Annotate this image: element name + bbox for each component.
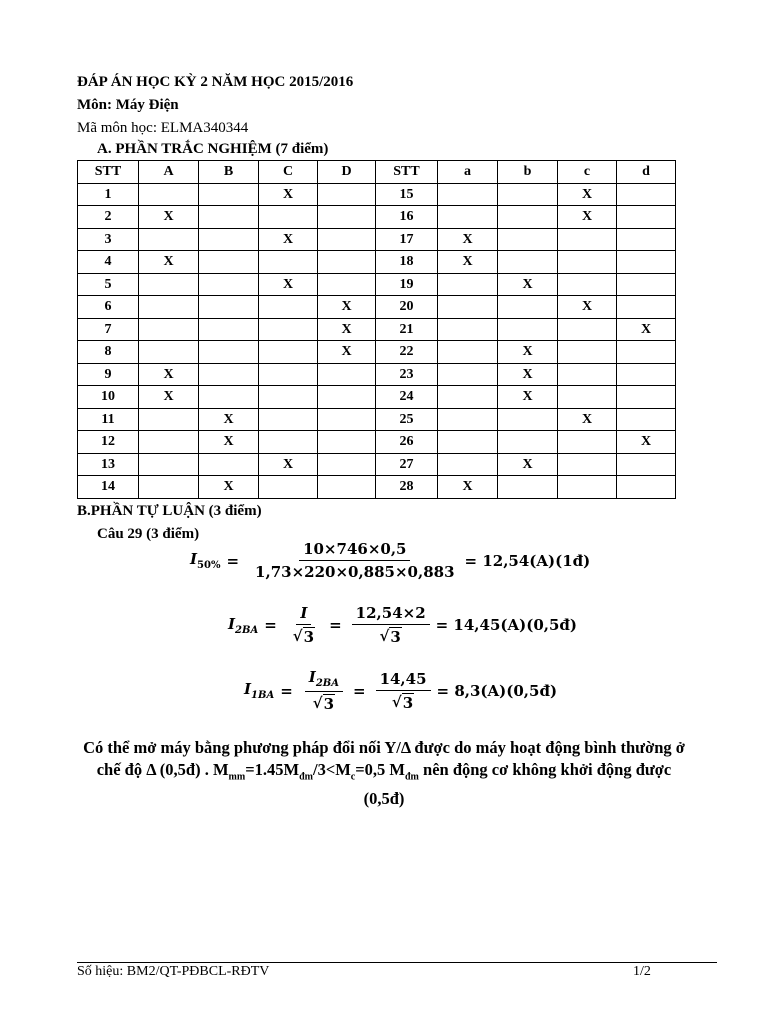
eq1-result: = 12,54(A)(1đ)	[464, 551, 591, 570]
answer-cell: X	[498, 273, 558, 296]
question-number-cell: 2	[78, 206, 139, 229]
answer-cell	[259, 386, 318, 409]
answer-cell	[438, 318, 498, 341]
answer-cell	[558, 386, 617, 409]
header-a-lower: a	[438, 161, 498, 184]
table-row	[78, 476, 676, 499]
eq2-fraction-1: I √ 3	[292, 604, 315, 646]
question-number-cell: 20	[376, 296, 438, 319]
answer-cell	[318, 206, 376, 229]
table-row	[78, 408, 676, 431]
equation-i50: $I_{50\%}$ = $\frac{10\times 746\times 0,5}{1,73\times 220\times 0,885\times 0,883}$ = 12,54(A)(1đ)	[190, 540, 591, 581]
table-row	[78, 183, 676, 206]
answer-cell	[199, 273, 259, 296]
question-number-cell: 25	[376, 408, 438, 431]
answer-cell	[318, 453, 376, 476]
answer-cell	[139, 183, 199, 206]
eq3-fraction-1: $I_{2BA}$ √ 3	[305, 668, 343, 713]
answer-cell: X	[617, 318, 676, 341]
answer-cell	[318, 251, 376, 274]
answer-cell: X	[139, 251, 199, 274]
answer-cell	[617, 251, 676, 274]
answer-cell	[438, 341, 498, 364]
answer-cell	[318, 228, 376, 251]
answer-cell	[617, 453, 676, 476]
course-code: Mã môn học: ELMA340344	[77, 120, 249, 136]
answer-cell	[617, 206, 676, 229]
answer-cell: X	[558, 408, 617, 431]
answer-cell	[558, 318, 617, 341]
question-number-cell: 26	[376, 431, 438, 454]
answer-cell	[617, 228, 676, 251]
eq2-fraction-2: 12,54×2 √ 3	[352, 604, 430, 646]
answer-cell	[438, 206, 498, 229]
answer-cell: X	[498, 386, 558, 409]
answer-cell	[318, 183, 376, 206]
answer-cell	[318, 431, 376, 454]
answer-cell	[318, 476, 376, 499]
answer-cell: X	[139, 386, 199, 409]
header-b-lower: b	[498, 161, 558, 184]
answer-cell	[558, 228, 617, 251]
answer-cell	[617, 386, 676, 409]
answer-cell	[199, 183, 259, 206]
answer-cell: X	[498, 341, 558, 364]
question-number-cell: 21	[376, 318, 438, 341]
answer-cell	[199, 386, 259, 409]
answer-cell	[199, 453, 259, 476]
question-number-cell: 8	[78, 341, 139, 364]
eq1-denominator: 1,73×220×0,885×0,883	[255, 563, 455, 581]
answer-cell	[498, 431, 558, 454]
question-number-cell: 12	[78, 431, 139, 454]
answer-cell: X	[318, 341, 376, 364]
section-b-heading: B.PHẦN TỰ LUẬN (3 điểm)	[77, 503, 262, 519]
question-number-cell: 22	[376, 341, 438, 364]
table-row	[78, 363, 676, 386]
answer-cell	[438, 431, 498, 454]
table-row	[78, 228, 676, 251]
answer-cell	[558, 251, 617, 274]
table-row	[78, 386, 676, 409]
question-number-cell: 14	[78, 476, 139, 499]
answer-cell: X	[438, 228, 498, 251]
answer-cell	[498, 296, 558, 319]
table-header-row	[78, 161, 676, 184]
answer-cell: X	[558, 206, 617, 229]
conclusion-paragraph: Có thể mở máy bằng phương pháp đổi nối Y/Δ được do máy hoạt động bình thường ở chế độ Δ (0,5đ) . $M_{mm}=1.45M_{đm}/3<M_c=0,5$ $M_{đm}$ nên động cơ không khởi động được (0,5đ)	[83, 738, 685, 809]
answer-cell	[318, 363, 376, 386]
answer-cell	[139, 431, 199, 454]
answer-cell	[438, 363, 498, 386]
answer-cell: X	[617, 431, 676, 454]
answer-cell	[617, 476, 676, 499]
answer-cell	[498, 408, 558, 431]
answer-cell	[259, 341, 318, 364]
answer-cell	[617, 273, 676, 296]
document-title: ĐÁP ÁN HỌC KỲ 2 NĂM HỌC 2015/2016	[77, 74, 354, 90]
eq1-fraction	[251, 540, 459, 581]
answer-cell	[498, 183, 558, 206]
answer-cell	[199, 318, 259, 341]
table-row	[78, 453, 676, 476]
answer-cell	[617, 183, 676, 206]
answer-cell: X	[498, 453, 558, 476]
equation-i2ba: $I_{2BA}$ = I √ 3 = 12,54×2 √ 3 = 14,45(A)(0,5đ)	[228, 604, 578, 646]
answer-cell: X	[199, 408, 259, 431]
question-number-cell: 18	[376, 251, 438, 274]
answer-cell	[259, 363, 318, 386]
footer-doc-number: Số hiệu: BM2/QT-PĐBCL-RĐTV	[77, 964, 270, 979]
answer-cell: X	[318, 296, 376, 319]
header-b-upper: B	[199, 161, 259, 184]
answer-cell	[558, 431, 617, 454]
question-number-cell: 11	[78, 408, 139, 431]
answer-cell	[139, 318, 199, 341]
answer-cell	[139, 273, 199, 296]
eq3-lhs: $I_{1BA}$	[244, 680, 275, 701]
question-number-cell: 7	[78, 318, 139, 341]
answer-cell	[438, 296, 498, 319]
question-number-cell: 10	[78, 386, 139, 409]
eq2-lhs: $I_{2BA}$	[228, 614, 259, 636]
header-a-upper: A	[139, 161, 199, 184]
answer-cell	[199, 206, 259, 229]
answer-cell	[558, 476, 617, 499]
question-number-cell: 27	[376, 453, 438, 476]
answer-cell	[259, 431, 318, 454]
question-number-cell: 5	[78, 273, 139, 296]
table-row	[78, 341, 676, 364]
answer-cell	[438, 183, 498, 206]
answer-cell	[318, 408, 376, 431]
answer-cell: X	[318, 318, 376, 341]
answer-cell	[318, 386, 376, 409]
answer-cell	[199, 251, 259, 274]
question-number-cell: 23	[376, 363, 438, 386]
footer-page-number: 1/2	[633, 964, 651, 979]
answer-cell	[558, 341, 617, 364]
answer-cell	[259, 408, 318, 431]
answer-cell	[617, 408, 676, 431]
question-number-cell: 24	[376, 386, 438, 409]
answer-cell: X	[558, 296, 617, 319]
table-row	[78, 318, 676, 341]
table-row	[78, 296, 676, 319]
answer-cell	[438, 386, 498, 409]
subject-line: Môn: Máy Điện	[77, 97, 179, 113]
answer-cell	[199, 228, 259, 251]
eq1-numerator: 10×746×0,5	[299, 540, 410, 561]
answer-table	[77, 160, 676, 499]
answer-cell	[498, 228, 558, 251]
answer-cell	[498, 206, 558, 229]
answer-cell	[259, 296, 318, 319]
question-number-cell: 4	[78, 251, 139, 274]
question-number-cell: 28	[376, 476, 438, 499]
answer-cell	[318, 273, 376, 296]
header-d-upper: D	[318, 161, 376, 184]
answer-cell	[139, 476, 199, 499]
header-stt-1: STT	[78, 161, 139, 184]
answer-cell: X	[438, 476, 498, 499]
answer-cell	[139, 296, 199, 319]
question-number-cell: 9	[78, 363, 139, 386]
answer-cell	[139, 341, 199, 364]
header-c-lower: c	[558, 161, 617, 184]
answer-cell	[199, 363, 259, 386]
answer-cell	[139, 453, 199, 476]
header-d-lower: d	[617, 161, 676, 184]
footer-divider	[77, 962, 717, 963]
answer-cell	[438, 408, 498, 431]
eq3-fraction-2: 14,45 √ 3	[376, 670, 431, 712]
answer-cell	[617, 363, 676, 386]
eq3-result: = 8,3(A)(0,5đ)	[436, 681, 558, 700]
answer-cell: X	[259, 453, 318, 476]
answer-cell	[498, 476, 558, 499]
answer-cell	[199, 341, 259, 364]
answer-cell: X	[259, 273, 318, 296]
answer-cell	[139, 408, 199, 431]
question-number-cell: 19	[376, 273, 438, 296]
question-number-cell: 1	[78, 183, 139, 206]
answer-cell: X	[139, 206, 199, 229]
answer-cell	[259, 251, 318, 274]
table-row	[78, 431, 676, 454]
answer-cell	[259, 206, 318, 229]
answer-cell	[558, 453, 617, 476]
answer-cell: X	[498, 363, 558, 386]
answer-cell	[617, 341, 676, 364]
eq2-result: = 14,45(A)(0,5đ)	[435, 616, 578, 634]
question-number-cell: 13	[78, 453, 139, 476]
section-a-heading: A. PHẦN TRẮC NGHIỆM (7 điểm)	[97, 141, 329, 157]
answer-cell: X	[139, 363, 199, 386]
header-stt-2: STT	[376, 161, 438, 184]
question-number-cell: 3	[78, 228, 139, 251]
answer-cell	[139, 228, 199, 251]
answer-cell	[617, 296, 676, 319]
question-number-cell: 16	[376, 206, 438, 229]
table-row	[78, 273, 676, 296]
question-number-cell: 17	[376, 228, 438, 251]
answer-cell	[498, 251, 558, 274]
question-29-heading: Câu 29 (3 điểm)	[97, 526, 200, 542]
answer-cell	[498, 318, 558, 341]
answer-cell: X	[438, 251, 498, 274]
answer-cell: X	[558, 183, 617, 206]
answer-cell	[558, 273, 617, 296]
question-number-cell: 6	[78, 296, 139, 319]
equation-i1ba: $I_{1BA}$ = $I_{2BA}$ √ 3 = 14,45 √ 3 = 8,3(A)(0,5đ)	[244, 668, 558, 713]
table-row	[78, 206, 676, 229]
answer-cell	[199, 296, 259, 319]
answer-cell	[259, 476, 318, 499]
answer-cell	[438, 453, 498, 476]
answer-cell	[558, 363, 617, 386]
answer-cell	[259, 318, 318, 341]
answer-cell: X	[199, 431, 259, 454]
table-row	[78, 251, 676, 274]
answer-cell	[438, 273, 498, 296]
eq1-lhs: $I_{50\%}$	[190, 550, 221, 571]
answer-cell: X	[259, 183, 318, 206]
question-number-cell: 15	[376, 183, 438, 206]
header-c-upper: C	[259, 161, 318, 184]
answer-cell: X	[259, 228, 318, 251]
answer-cell: X	[199, 476, 259, 499]
